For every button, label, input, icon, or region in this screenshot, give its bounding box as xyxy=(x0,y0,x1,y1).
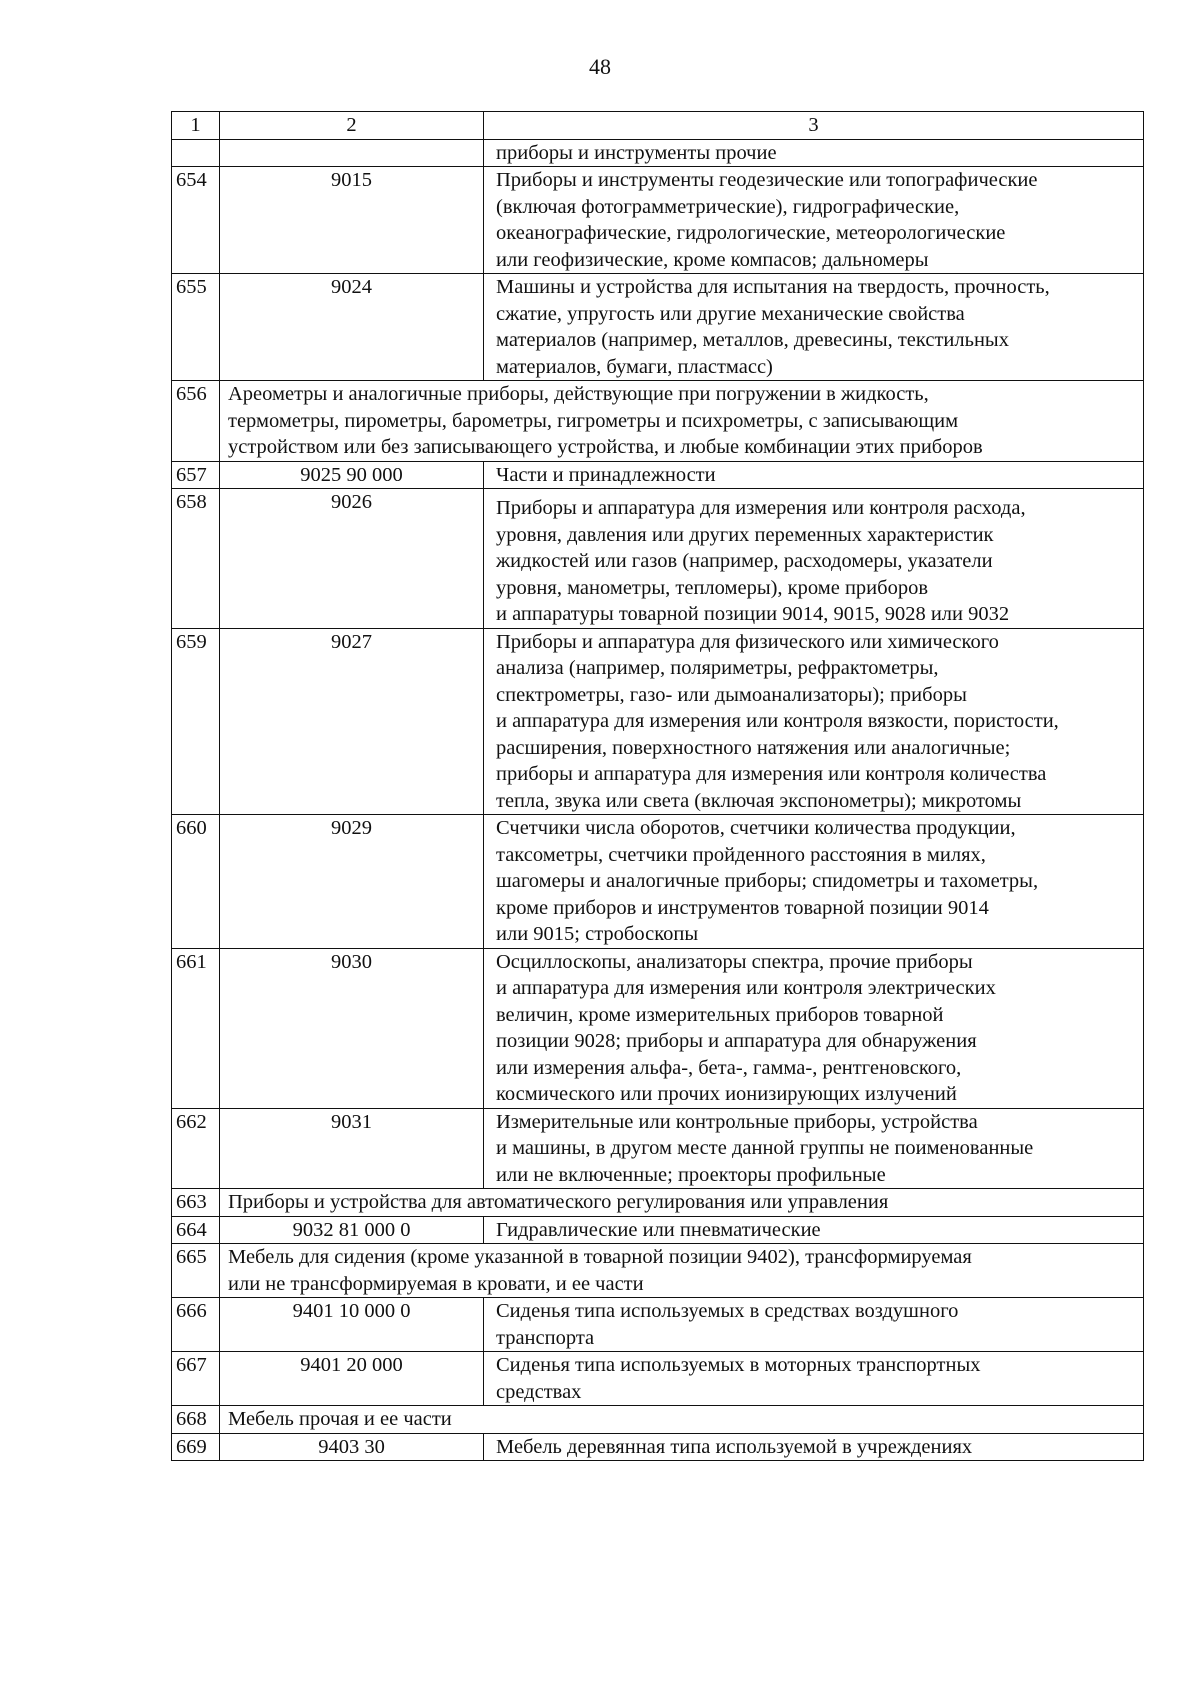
description-line: или геофизические, кроме компасов; дальномеры xyxy=(496,248,929,271)
table-row xyxy=(172,1298,1144,1352)
description-line: Ареометры и аналогичные приборы, действующие при погружении в жидкость, xyxy=(228,383,929,405)
row-code: 9401 10 000 0 xyxy=(220,1298,484,1352)
row-number xyxy=(172,139,220,167)
description-line: Счетчики числа оборотов, счетчики количества продукции, xyxy=(496,817,1016,839)
description-line: Сиденья типа используемых в средствах воздушного xyxy=(496,1300,959,1322)
description-line: или измерения альфа-, бета-, гамма-, рентгеновского, xyxy=(496,1056,962,1079)
row-number: 662 xyxy=(172,1108,220,1189)
row-code: 9030 xyxy=(220,948,484,1108)
row-description xyxy=(484,1433,1144,1461)
description-line: Мебель для сидения (кроме указанной в товарной позиции 9402), трансформируемая xyxy=(228,1246,972,1268)
table-row xyxy=(172,1189,1144,1217)
description-line: кроме приборов и инструментов товарной позиции 9014 xyxy=(496,896,989,919)
row-code xyxy=(220,139,484,167)
description-line: спектрометры, газо- или дымоанализаторы); приборы xyxy=(496,683,967,706)
description-line: или не включенные; проекторы профильные xyxy=(496,1163,886,1186)
row-description xyxy=(484,274,1144,381)
row-description xyxy=(484,628,1144,815)
description-line: расширения, поверхностного натяжения или аналогичные; xyxy=(496,736,1011,759)
description-line: Приборы и устройства для автоматического регулирования или управления xyxy=(228,1191,889,1213)
row-number: 665 xyxy=(172,1244,220,1298)
table-row xyxy=(172,1406,1144,1434)
table-row xyxy=(172,1244,1144,1298)
row-description xyxy=(220,1189,1144,1217)
row-description xyxy=(220,381,1144,462)
table-row xyxy=(172,1108,1144,1189)
description-line: Мебель деревянная типа используемой в учреждениях xyxy=(496,1435,973,1458)
row-code: 9026 xyxy=(220,489,484,629)
description-line: или 9015; стробоскопы xyxy=(496,923,699,945)
description-line: Приборы и аппаратура для измерения или контроля расхода, xyxy=(496,497,1026,519)
table-row xyxy=(172,1433,1144,1461)
row-number: 660 xyxy=(172,815,220,949)
table-row xyxy=(172,489,1144,629)
table-row xyxy=(172,461,1144,489)
row-number: 661 xyxy=(172,948,220,1108)
description-line: средствах xyxy=(496,1380,582,1403)
row-number: 656 xyxy=(172,381,220,462)
row-number: 658 xyxy=(172,489,220,629)
table-row xyxy=(172,815,1144,949)
description-line: или не трансформируемая в кровати, и ее части xyxy=(228,1272,644,1295)
description-line: и аппаратура для измерения или контроля вязкости, пористости, xyxy=(496,710,1059,732)
page-number: 48 xyxy=(589,54,611,79)
description-line: материалов, бумаги, пластмасс) xyxy=(496,355,773,378)
description-line: и аппаратура для измерения или контроля электрических xyxy=(496,977,996,999)
description-line: (включая фотограмметрические), гидрографические, xyxy=(496,195,960,218)
description-line: Части и принадлежности xyxy=(496,463,716,486)
row-description xyxy=(220,1406,1144,1434)
row-number: 659 xyxy=(172,628,220,815)
row-description xyxy=(484,139,1144,167)
row-description xyxy=(484,167,1144,274)
description-line: уровня, манометры, тепломеры), кроме приборов xyxy=(496,576,929,599)
row-number: 664 xyxy=(172,1216,220,1244)
description-line: приборы и аппаратура для измерения или контроля количества xyxy=(496,763,1047,785)
row-code: 9027 xyxy=(220,628,484,815)
description-line: устройством или без записывающего устройства, и любые комбинации этих приборов xyxy=(228,436,983,458)
row-description xyxy=(484,1108,1144,1189)
row-number: 666 xyxy=(172,1298,220,1352)
row-number: 654 xyxy=(172,167,220,274)
row-description xyxy=(484,1298,1144,1352)
row-number: 657 xyxy=(172,461,220,489)
header-col-1: 1 xyxy=(172,112,220,140)
description-line: океанографические, гидрологические, метеорологические xyxy=(496,222,1006,244)
document-table xyxy=(171,111,1144,1461)
table-row xyxy=(172,167,1144,274)
description-line: шагомеры и аналогичные приборы; спидометры и тахометры, xyxy=(496,870,1039,892)
description-line: материалов (например, металлов, древесины, текстильных xyxy=(496,329,1009,351)
description-line: таксометры, счетчики пройденного расстояния в милях, xyxy=(496,843,986,866)
description-line: и машины, в другом месте данной группы не поименованные xyxy=(496,1137,1034,1159)
description-line: Гидравлические или пневматические xyxy=(496,1218,821,1241)
table-header-row xyxy=(172,112,1144,140)
description-line: сжатие, упругость или другие механические свойства xyxy=(496,302,965,325)
table-row xyxy=(172,274,1144,381)
description-line: Приборы и аппаратура для физического или химического xyxy=(496,630,999,653)
row-description xyxy=(484,489,1144,629)
description-line: анализа (например, поляриметры, рефрактометры, xyxy=(496,657,939,679)
row-code: 9031 xyxy=(220,1108,484,1189)
description-line: Осциллоскопы, анализаторы спектра, прочие приборы xyxy=(496,950,973,973)
description-line: и аппаратуры товарной позиции 9014, 9015, 9028 или 9032 xyxy=(496,603,1010,625)
row-description xyxy=(484,948,1144,1108)
row-number: 669 xyxy=(172,1433,220,1461)
description-line: транспорта xyxy=(496,1326,595,1349)
description-line: приборы и инструменты прочие xyxy=(496,141,777,164)
row-code: 9032 81 000 0 xyxy=(220,1216,484,1244)
description-line: позиции 9028; приборы и аппаратура для обнаружения xyxy=(496,1030,977,1052)
description-line: Измерительные или контрольные приборы, устройства xyxy=(496,1110,978,1133)
description-line: тепла, звука или света (включая экспонометры); микротомы xyxy=(496,789,1022,812)
description-line: Машины и устройства для испытания на твердость, прочность, xyxy=(496,276,1050,298)
row-number: 667 xyxy=(172,1352,220,1406)
description-line: величин, кроме измерительных приборов товарной xyxy=(496,1003,944,1026)
table-row xyxy=(172,1352,1144,1406)
row-description xyxy=(220,1244,1144,1298)
description-line: термометры, пирометры, барометры, гигрометры и психрометры, с записывающим xyxy=(228,409,959,432)
description-line: космического или прочих ионизирующих излучений xyxy=(496,1083,957,1105)
row-number: 663 xyxy=(172,1189,220,1217)
row-description xyxy=(484,815,1144,949)
description-line: уровня, давления или других переменных характеристик xyxy=(496,523,994,546)
row-code: 9403 30 xyxy=(220,1433,484,1461)
header-col-3: 3 xyxy=(484,112,1144,140)
header-col-2: 2 xyxy=(220,112,484,140)
row-code: 9024 xyxy=(220,274,484,381)
description-line: жидкостей или газов (например, расходомеры, указатели xyxy=(496,550,993,572)
row-description xyxy=(484,461,1144,489)
description-line: Приборы и инструменты геодезические или топографические xyxy=(496,169,1038,191)
row-code: 9025 90 000 xyxy=(220,461,484,489)
table-row xyxy=(172,1216,1144,1244)
table-row xyxy=(172,628,1144,815)
row-code: 9015 xyxy=(220,167,484,274)
row-code: 9401 20 000 xyxy=(220,1352,484,1406)
table-row xyxy=(172,139,1144,167)
row-description xyxy=(484,1352,1144,1406)
row-description xyxy=(484,1216,1144,1244)
row-number: 655 xyxy=(172,274,220,381)
description-line: Мебель прочая и ее части xyxy=(228,1408,452,1430)
table-row xyxy=(172,948,1144,1108)
row-number: 668 xyxy=(172,1406,220,1434)
description-line: Сиденья типа используемых в моторных транспортных xyxy=(496,1354,981,1376)
row-code: 9029 xyxy=(220,815,484,949)
table-row xyxy=(172,381,1144,462)
